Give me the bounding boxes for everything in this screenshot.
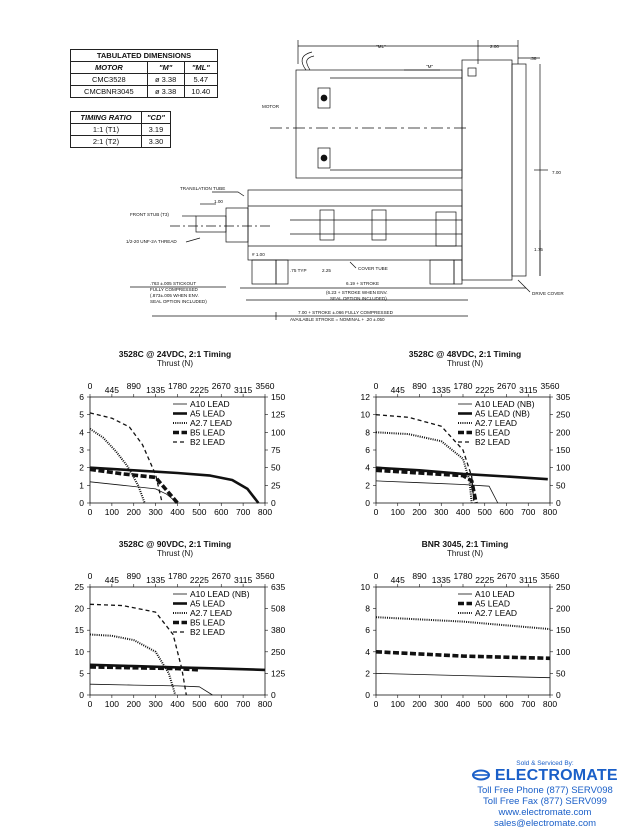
y-right-tick-label: 0 (556, 690, 561, 700)
stroke-label: 6.19 + STROKE (346, 281, 380, 286)
legend-label: A5 LEAD (475, 598, 510, 609)
y-tick-label: 25 (74, 582, 84, 592)
x-tick-label: 400 (170, 699, 185, 709)
cell: ø 3.38 (147, 74, 184, 86)
dim-175-label: 1.75 (534, 247, 543, 252)
x-tick-label: 0 (87, 507, 93, 517)
series-line (90, 604, 186, 695)
motor-label: MOTOR (262, 104, 280, 109)
x-tick-label: 400 (170, 507, 185, 517)
y-right-tick-label: 0 (271, 690, 276, 700)
top-tick-label: 445 (390, 575, 405, 585)
series-line (376, 652, 550, 659)
top-tick-label: 2670 (497, 571, 516, 581)
translation-tube (226, 208, 248, 242)
y-right-tick-label: 150 (556, 445, 571, 455)
series-line (90, 684, 213, 695)
y-right-tick-label: 200 (556, 427, 571, 438)
y-tick-label: 0 (365, 498, 370, 508)
top-tick-label: 3115 (233, 385, 253, 395)
series-line (376, 617, 550, 629)
y-tick-label: 10 (74, 646, 84, 657)
y-right-tick-label: 0 (556, 498, 561, 508)
y-tick-label: 6 (365, 625, 370, 636)
legend-label: A10 LEAD (475, 589, 515, 599)
x-tick-label: 700 (236, 699, 251, 709)
y-tick-label: 8 (365, 427, 370, 438)
cell: CMCBNR3045 (71, 86, 148, 98)
col-header-cd: "CD" (141, 112, 170, 124)
cell: 1:1 (T1) (71, 124, 142, 136)
y-right-tick-label: 150 (556, 625, 571, 636)
y-right-tick-label: 50 (271, 462, 281, 473)
top-tick-label: 3560 (540, 571, 560, 581)
phone-text: Toll Free Phone (877) SERV098 (477, 785, 613, 796)
sold-by-text: Sold & Serviced By: (516, 760, 574, 767)
top-tick-label: 0 (87, 571, 93, 581)
stickout-label: (.873±.005 WHEN ENV. (150, 293, 199, 298)
legend-label: A2.7 LEAD (475, 418, 518, 428)
website-link[interactable]: www.electromate.com (498, 807, 592, 818)
y-tick-label: 3 (79, 445, 84, 455)
dim-100-label: 1.00 (214, 199, 223, 204)
chart-subtitle: Thrust (N) (157, 549, 193, 558)
dim-38-label: .38 (530, 56, 537, 61)
series-line (90, 429, 145, 503)
translation-tube-label: TRANSLATION TUBE (180, 186, 226, 191)
stroke-label: SEAL OPTION INCLUDED) (330, 296, 387, 301)
x-tick-label: 700 (521, 507, 536, 517)
top-tick-label: 3560 (255, 571, 275, 581)
top-tick-label: 3560 (255, 381, 275, 391)
top-tick-label: 1335 (431, 575, 451, 585)
bottom-dim-label: AVAILABLE STROKE = NOMINAL + .20 ±.050 (290, 317, 385, 322)
series-line (376, 673, 550, 677)
y-right-tick-label: 250 (271, 646, 286, 657)
series-line (376, 470, 476, 503)
y-right-tick-label: 250 (556, 582, 571, 592)
y-tick-label: 6 (365, 445, 370, 455)
x-tick-label: 500 (477, 699, 492, 709)
legend-label: A5 LEAD (190, 598, 225, 609)
chart-bnr3045 (344, 563, 584, 718)
y-tick-label: 4 (79, 427, 84, 438)
legend-label: B2 LEAD (475, 437, 510, 447)
top-tick-label: 3560 (540, 381, 560, 391)
top-tick-label: 1780 (168, 571, 187, 581)
stroke-label: (6.23 + STROKE WHEN ENV. (326, 290, 388, 295)
brand-name: ELECTROMATE (494, 767, 618, 784)
x-tick-label: 0 (373, 699, 379, 709)
legend-label: A10 LEAD (NB) (475, 399, 535, 409)
top-tick-label: 1335 (146, 575, 166, 585)
top-tick-label: 2670 (211, 381, 231, 391)
legend-label: A2.7 LEAD (190, 608, 233, 618)
drive-cover (512, 64, 526, 276)
m-label: "M" (426, 64, 434, 69)
x-tick-label: 500 (477, 507, 492, 517)
series-line (376, 415, 474, 503)
front-stub-label: FRONT STUB (T3) (130, 212, 169, 217)
chart-title: 3528C @ 90VDC, 2:1 Timing (118, 539, 232, 549)
legend-label: A2.7 LEAD (190, 418, 233, 428)
x-tick-label: 200 (126, 699, 141, 709)
y-right-tick-label: 100 (556, 462, 571, 473)
x-tick-label: 600 (499, 699, 514, 709)
y-tick-label: 8 (365, 603, 370, 614)
x-tick-label: 700 (521, 699, 536, 709)
motor-body (296, 70, 462, 178)
cell: 3.19 (141, 124, 170, 136)
top-tick-label: 0 (373, 381, 379, 391)
stickout-label: .763 ±.005 STICKOUT (150, 281, 197, 286)
electromate-logo (470, 767, 620, 785)
x-tick-label: 500 (192, 699, 207, 709)
y-right-tick-label: 125 (271, 409, 286, 420)
y-tick-label: 2 (365, 668, 370, 679)
y-right-tick-label: 100 (271, 427, 286, 438)
chart-title: 3528C @ 48VDC, 2:1 Timing (408, 349, 522, 359)
stickout-label: SEAL OPTION INCLUDED) (150, 299, 207, 304)
top-tick-label: 3115 (519, 385, 538, 395)
col-header-m: "M" (147, 62, 184, 74)
top-tick-label: 890 (412, 381, 427, 391)
x-tick-label: 300 (434, 507, 449, 517)
x-tick-label: 100 (390, 507, 405, 517)
y-right-tick-label: 508 (271, 603, 286, 614)
hash-100-label: # 1.00 (252, 252, 265, 257)
legend-label: A5 LEAD (NB) (475, 408, 530, 419)
y-tick-label: 0 (79, 498, 84, 508)
technical-drawing (0, 0, 638, 330)
top-tick-label: 3115 (519, 575, 538, 585)
y-tick-label: 0 (79, 690, 84, 700)
legend-label: B5 LEAD (190, 427, 225, 438)
y-right-tick-label: 305 (556, 392, 571, 402)
y-tick-label: 6 (79, 392, 84, 402)
x-tick-label: 100 (104, 507, 119, 517)
top-tick-label: 2670 (497, 381, 516, 391)
x-tick-label: 300 (148, 699, 163, 709)
top-tick-label: 2225 (189, 575, 209, 585)
y-tick-label: 4 (365, 646, 370, 657)
top-tick-label: 445 (104, 575, 119, 585)
top-tick-label: 1335 (431, 385, 451, 395)
legend-label: A10 LEAD (190, 399, 230, 409)
thread-label: 1/2-20 UNF-2A THREAD (126, 239, 177, 244)
y-tick-label: 1 (79, 480, 84, 491)
chart-48vdc (344, 373, 584, 528)
y-right-tick-label: 50 (556, 668, 566, 679)
y-right-tick-label: 50 (556, 480, 566, 491)
top-tick-label: 890 (412, 571, 427, 581)
stickout-label: FULLY COMPRESSED (150, 287, 198, 292)
drive-housing (462, 60, 512, 280)
y-tick-label: 2 (79, 462, 84, 473)
front-stub (196, 216, 226, 232)
x-tick-label: 300 (148, 507, 163, 517)
chart-title: 3528C @ 24VDC, 2:1 Timing (118, 349, 232, 359)
x-tick-label: 600 (214, 507, 229, 517)
cell: 10.40 (184, 86, 217, 98)
y-tick-label: 15 (74, 625, 84, 636)
x-tick-label: 300 (434, 699, 449, 709)
table-title: TABULATED DIMENSIONS (71, 50, 218, 62)
y-right-tick-label: 25 (271, 480, 281, 491)
x-tick-label: 800 (257, 507, 273, 517)
chart-title: BNR 3045, 2:1 Timing (421, 539, 509, 549)
legend-label: B2 LEAD (190, 627, 225, 637)
y-right-tick-label: 0 (271, 498, 276, 508)
y-right-tick-label: 150 (271, 392, 286, 402)
x-tick-label: 800 (542, 507, 558, 517)
y-tick-label: 0 (365, 690, 370, 700)
x-tick-label: 100 (390, 699, 405, 709)
cell: 2:1 (T2) (71, 136, 142, 148)
y-tick-label: 2 (365, 480, 370, 491)
typ-75-label: .75 TYP (290, 268, 307, 273)
x-tick-label: 100 (104, 699, 119, 709)
y-tick-label: 5 (79, 409, 84, 420)
top-tick-label: 0 (87, 381, 93, 391)
x-tick-label: 200 (412, 699, 427, 709)
y-right-tick-label: 100 (556, 646, 571, 657)
col-header-ml: "ML" (184, 62, 217, 74)
y-tick-label: 4 (365, 462, 370, 473)
legend-label: A10 LEAD (NB) (190, 589, 250, 599)
y-tick-label: 12 (360, 392, 370, 402)
col-header-motor: MOTOR (71, 62, 148, 74)
x-tick-label: 600 (499, 507, 514, 517)
y-right-tick-label: 380 (271, 625, 286, 636)
legend-label: B2 LEAD (190, 437, 225, 447)
legend-label: A2.7 LEAD (475, 608, 518, 618)
x-tick-label: 500 (192, 507, 207, 517)
chart-90vdc (58, 563, 298, 718)
series-line (90, 413, 162, 503)
dim-200-label: 2.00 (490, 44, 499, 49)
top-tick-label: 3115 (233, 575, 253, 585)
top-tick-label: 1335 (146, 385, 166, 395)
cell: CMC3528 (71, 74, 148, 86)
logo-swoosh-icon (472, 769, 490, 781)
top-tick-label: 445 (104, 385, 119, 395)
dim-700-label: 7.00 (552, 170, 561, 175)
col-header-timing: TIMING RATIO (71, 112, 142, 124)
series-line (376, 481, 498, 503)
y-tick-label: 10 (360, 409, 370, 420)
top-tick-label: 0 (373, 571, 379, 581)
top-tick-label: 890 (126, 571, 141, 581)
x-tick-label: 800 (542, 699, 558, 709)
y-tick-label: 10 (360, 582, 370, 592)
top-tick-label: 2225 (475, 575, 495, 585)
ml-label: "ML" (376, 44, 386, 49)
y-right-tick-label: 200 (556, 603, 571, 614)
y-tick-label: 20 (74, 603, 84, 614)
x-tick-label: 0 (87, 699, 93, 709)
chart-subtitle: Thrust (N) (447, 549, 483, 558)
actuator-body (248, 190, 462, 260)
y-right-tick-label: 75 (271, 445, 281, 455)
fax-text: Toll Free Fax (877) SERV099 (483, 796, 607, 807)
chart-subtitle: Thrust (N) (447, 359, 483, 368)
top-tick-label: 1780 (168, 381, 187, 391)
drive-cover-label: DRIVE COVER (532, 291, 564, 296)
cover-tube-label: COVER TUBE (358, 266, 388, 271)
footer-contact (470, 760, 620, 829)
top-tick-label: 890 (126, 381, 141, 391)
x-tick-label: 800 (257, 699, 273, 709)
y-tick-label: 5 (79, 668, 84, 679)
sq-225-label: 2.25 (322, 268, 331, 273)
x-tick-label: 0 (373, 507, 379, 517)
bottom-dim-label: 7.00 + STROKE ±.066 FULLY COMPRESSED (298, 310, 393, 315)
y-right-tick-label: 125 (271, 668, 286, 679)
top-tick-label: 1780 (453, 571, 473, 581)
x-tick-label: 700 (236, 507, 251, 517)
y-right-tick-label: 635 (271, 582, 286, 592)
top-tick-label: 2670 (211, 571, 231, 581)
y-right-tick-label: 250 (556, 409, 571, 420)
x-tick-label: 200 (126, 507, 141, 517)
top-tick-label: 2225 (475, 385, 495, 395)
top-tick-label: 1780 (453, 381, 473, 391)
x-tick-label: 600 (214, 699, 229, 709)
x-tick-label: 400 (455, 507, 471, 517)
legend-label: B5 LEAD (190, 617, 225, 628)
cell: 5.47 (184, 74, 217, 86)
chart-subtitle: Thrust (N) (157, 359, 193, 368)
chart-24vdc (60, 373, 290, 528)
top-tick-label: 445 (390, 385, 405, 395)
legend-label: A5 LEAD (190, 408, 225, 419)
x-tick-label: 200 (412, 507, 427, 517)
email-link[interactable]: sales@electromate.com (493, 818, 597, 829)
legend-label: B5 LEAD (475, 427, 510, 438)
x-tick-label: 400 (455, 699, 471, 709)
cell: 3.30 (141, 136, 170, 148)
cell: ø 3.38 (147, 86, 184, 98)
top-tick-label: 2225 (189, 385, 209, 395)
